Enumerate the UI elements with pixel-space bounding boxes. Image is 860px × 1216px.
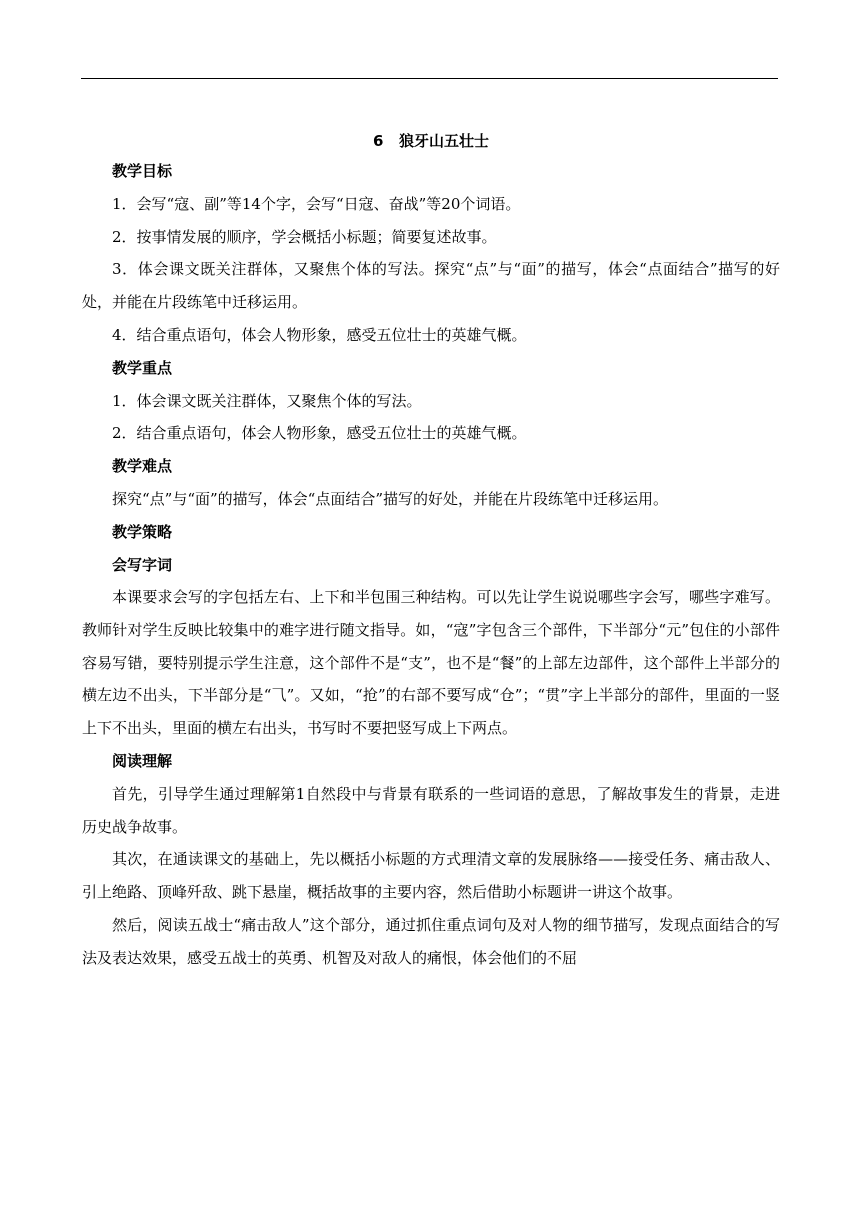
objective-item-4: 4．结合重点语句，体会人物形象，感受五位壮士的英雄气概。 bbox=[112, 325, 527, 344]
section-heading-key-points: 教学重点 bbox=[112, 358, 173, 377]
objective-item-1: 1．会写“寇、副”等14个字，会写“日寇、奋战”等20个词语。 bbox=[112, 194, 521, 213]
objective-item-3: 3．体会课文既关注群体，又聚焦个体的写法。探究“点”与“面”的描写，体会“点面结合”描写的好处，并能在片段练笔中迁移运用。 bbox=[82, 260, 780, 311]
key-point-item-2: 2．结合重点语句，体会人物形象，感受五位壮士的英雄气概。 bbox=[112, 424, 527, 443]
header-rule bbox=[81, 78, 778, 79]
section-heading-difficulties: 教学难点 bbox=[112, 457, 173, 476]
section-heading-strategy: 教学策略 bbox=[112, 522, 173, 541]
objective-item-2: 2．按事情发展的顺序，学会概括小标题；简要复述故事。 bbox=[112, 227, 497, 246]
document-body bbox=[82, 160, 780, 980]
reading-paragraph-3: 然后，阅读五战士“痛击敌人”这个部分，通过抓住重点词句及对人物的细节描写，发现点面结合的写法及表达效果，感受五战士的英勇、机智及对敌人的痛恨，体会他们的不屈 bbox=[82, 915, 780, 967]
section-heading-objectives: 教学目标 bbox=[112, 162, 173, 180]
writing-words-paragraph: 本课要求会写的字包括左右、上下和半包围三种结构。可以先让学生说说哪些字会写，哪些字难写。教师针对学生反映比较集中的难字进行随文指导。如，“寇”字包含三个部件，下半部分“元”包住的小部件容易写错，要特别提示学生注意，这个部件不是“支”，也不是“餐”的上部左边部件，这个部件上半部分的横左边不出头，下半部分是“⺄”。又如，“抢”的右部不要写成“仓”；“贯”字上半部分的部件，里面的一竖上下不出头，里面的横左右出头，书写时不要把竖写成上下两点。 bbox=[82, 587, 780, 738]
reading-paragraph-1: 首先，引导学生通过理解第1自然段中与背景有联系的一些词语的意思，了解故事发生的背景，走进历史战争故事。 bbox=[82, 784, 780, 836]
difficulty-item-1: 探究“点”与“面”的描写，体会“点面结合”描写的好处，并能在片段练笔中迁移运用。 bbox=[112, 489, 669, 508]
key-point-item-1: 1．体会课文既关注群体，又聚焦个体的写法。 bbox=[112, 391, 422, 410]
section-heading-writing-words: 会写字词 bbox=[112, 555, 173, 574]
reading-paragraph-2: 其次，在通读课文的基础上，先以概括小标题的方式理清文章的发展脉络——接受任务、痛击敌人、引上绝路、顶峰歼敌、跳下悬崖，概括故事的主要内容，然后借助小标题讲一讲这个故事。 bbox=[82, 850, 780, 902]
section-heading-reading: 阅读理解 bbox=[112, 752, 173, 771]
lesson-title: 6 狼牙山五壮士 bbox=[372, 132, 490, 150]
